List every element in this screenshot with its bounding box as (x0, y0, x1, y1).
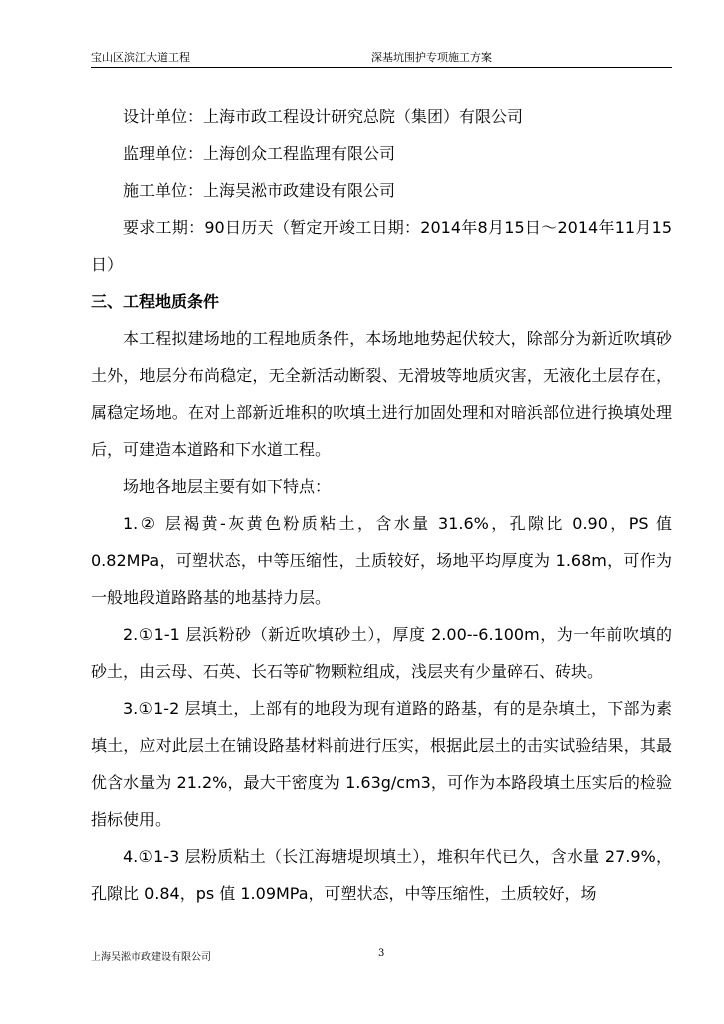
layer-1-paragraph: 1.② 层褐黄-灰黄色粉质粘土，含水量 31.6%，孔隙比 0.90，PS 值 0.82MPa，可塑状态，中等压缩性，土质较好，场地平均厚度为 1.68m，可作为一般地段道路路基的地基持力层。 (91, 514, 672, 607)
geology-intro-paragraph: 本工程拟建场地的工程地质条件，本场地地势起伏较大，除部分为新近吹填砂土外，地层分布尚稳定，无全新活动断裂、无滑坡等地质灾害，无液化土层存在，属稳定场地。在对上部新近堆积的吹填土进行加固处理和对暗浜部位进行换填处理后，可建造本道路和下水道工程。 (91, 329, 672, 459)
header-document-title: 深基坑围护专项施工方案 (371, 51, 492, 64)
layer-2-paragraph: 2.①1-1 层浜粉砂（新近吹填砂土），厚度 2.00--6.100m，为一年前吹填的砂土，由云母、石英、长石等矿物颗粒组成，浅层夹有少量碎石、砖块。 (91, 625, 672, 681)
footer-company: 上海吴淞市政建设有限公司 (91, 952, 211, 963)
document-body (91, 98, 672, 912)
schedule-paragraph: 要求工期：90日历天（暂定开竣工日期：2014年8月15日～2014年11月15日） (91, 218, 672, 274)
construction-unit-paragraph: 施工单位：上海吴淞市政建设有限公司 (123, 181, 396, 200)
layer-4-paragraph: 4.①1-3 层粉质粘土（长江海塘堤坝填土），堆积年代已久，含水量 27.9%，孔隙比 0.84，ps 值 1.09MPa，可塑状态，中等压缩性，土质较好，场 (91, 847, 672, 903)
supervision-unit-paragraph: 监理单位：上海创众工程监理有限公司 (123, 144, 396, 163)
page-number: 3 (378, 948, 385, 959)
header-project-name: 宝山区滨江大道工程 (91, 51, 190, 64)
layer-3-paragraph: 3.①1-2 层填土，上部有的地段为现有道路的路基，有的是杂填土，下部为素填土，应对此层土在铺设路基材料前进行压实，根据此层土的击实试验结果，其最优含水量为 21.2%，最大干密度为 1.63g/cm3，可作为本路段填土压实后的检验指标使用。 (91, 699, 672, 829)
page-footer (91, 948, 672, 966)
section-title: 三、工程地质条件 (91, 292, 220, 311)
features-lead-paragraph: 场地各地层主要有如下特点： (123, 477, 332, 496)
header-divider (91, 67, 672, 68)
design-unit-paragraph: 设计单位：上海市政工程设计研究总院（集团）有限公司 (123, 107, 524, 126)
